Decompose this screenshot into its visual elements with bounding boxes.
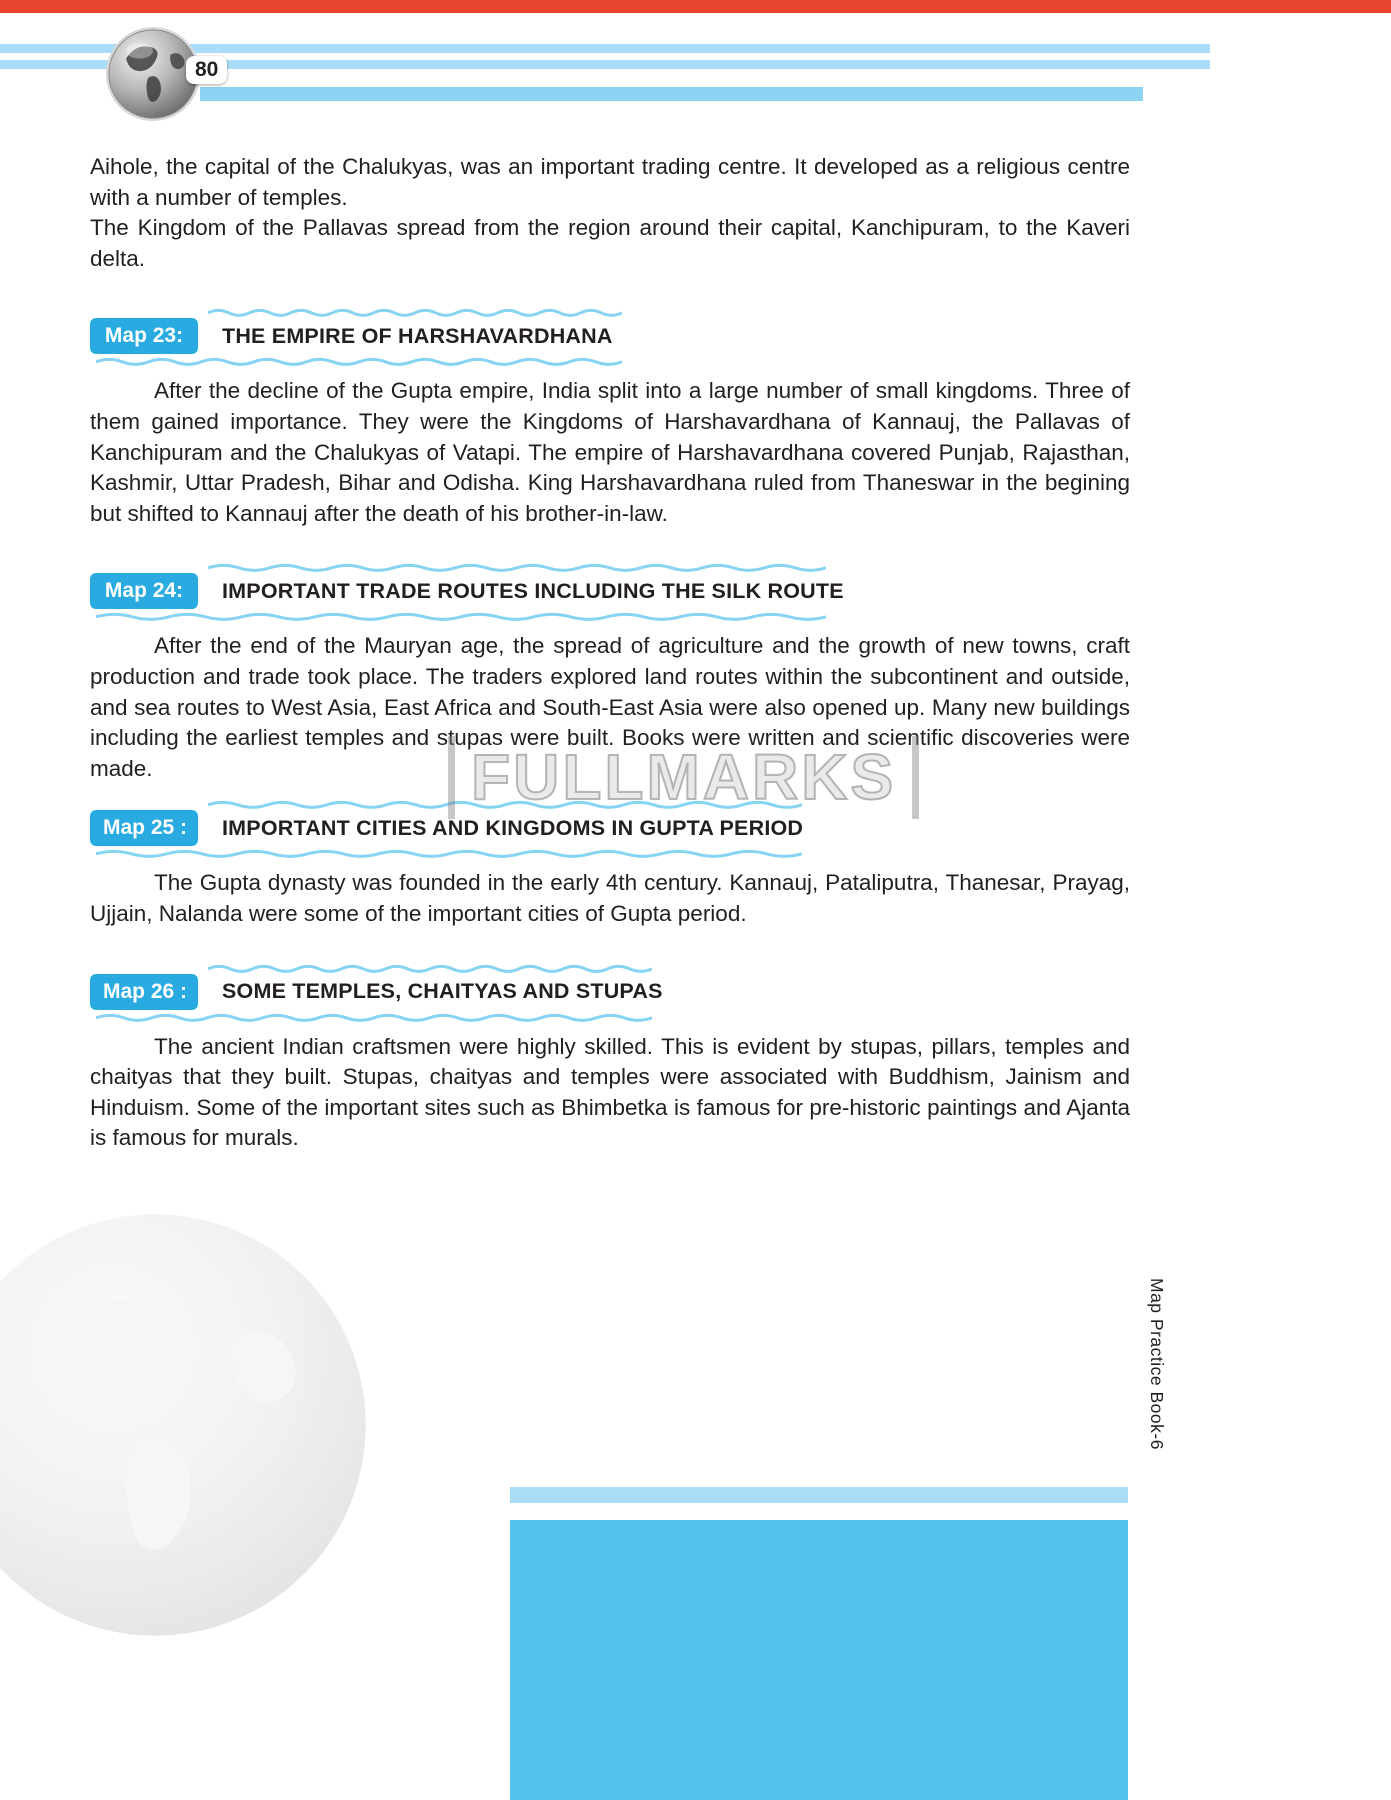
section-paragraph: After the decline of the Gupta empire, India split into a large number of small kingdoms. Three of them gained importance. They were the Kingdoms of Harshavardhana of Kannauj, the Pallavas of Kanchipuram and the Chalukyas of Vatapi. The empire of Harshavardhana covered Punjab, Rajasthan, Kashmir, Uttar Pradesh, Bihar and Odisha. King Harshavardhana ruled from Thaneswar in the begining but shifted to Kannauj after the death of his brother-in-law. <box>90 378 1130 526</box>
map-number-badge: Map 25 : <box>90 810 198 846</box>
intro-paragraph-1: Aihole, the capital of the Chalukyas, was an important trading centre. It developed as a religious centre with a number of temples. <box>90 154 1130 210</box>
section-header-map-24 <box>90 571 844 611</box>
wave-line-bottom <box>96 356 622 366</box>
content-column <box>90 152 1130 1154</box>
map-title: IMPORTANT CITIES AND KINGDOMS IN GUPTA PERIOD <box>222 815 804 840</box>
globe-watermark-icon <box>0 1210 370 1640</box>
map-number-badge: Map 23: <box>90 318 198 354</box>
section-header-map-25 <box>90 808 802 848</box>
map-title: THE EMPIRE OF HARSHAVARDHANA <box>222 323 613 348</box>
section-paragraph: After the end of the Mauryan age, the spread of agriculture and the growth of new towns, craft production and trade took place. The traders explored land routes within the subcontinent and outside, and sea routes to West Asia, East Africa and South-East Asia were also opened up. Many new buildings including the earliest temples and stupas were built. Books were written and scientific discoveries were made. <box>90 633 1130 781</box>
section-paragraph: The Gupta dynasty was founded in the early 4th century. Kannauj, Pataliputra, Thanesar, Prayag, Ujjain, Nalanda were some of the important cities of Gupta period. <box>90 870 1130 926</box>
fullmarks-watermark: FULLMARKS <box>448 736 919 819</box>
header-stripe-3 <box>200 87 1143 101</box>
top-red-strip <box>0 0 1391 13</box>
intro-paragraph-2: The Kingdom of the Pallavas spread from the region around their capital, Kanchipuram, to the Kaveri delta. <box>90 215 1130 271</box>
wave-line-bottom <box>96 848 802 858</box>
map-number-badge: Map 24: <box>90 573 198 609</box>
wave-line-bottom <box>96 611 826 621</box>
map-number-badge: Map 26 : <box>90 974 198 1010</box>
section-paragraph: The ancient Indian craftsmen were highly skilled. This is evident by stupas, pillars, temples and chaityas that they built. Stupas, chaityas and temples were associated with Buddhism, Jainism and Hinduism. Some of the important sites such as Bhimbetka is famous for pre-historic paintings and Ajanta is famous for murals. <box>90 1033 1130 1151</box>
page-number: 80 <box>186 56 227 84</box>
bottom-accent-block <box>510 1520 1128 1800</box>
vertical-book-label: Map Practice Book-6 <box>1147 1278 1167 1450</box>
bottom-accent-bar <box>510 1487 1128 1503</box>
section-header-map-23 <box>90 316 622 356</box>
map-title: SOME TEMPLES, CHAITYAS AND STUPAS <box>222 979 663 1003</box>
section-header-map-26 <box>90 972 663 1012</box>
map-title: IMPORTANT TRADE ROUTES INCLUDING THE SILK ROUTE <box>222 578 844 603</box>
wave-line-bottom <box>96 1012 652 1022</box>
